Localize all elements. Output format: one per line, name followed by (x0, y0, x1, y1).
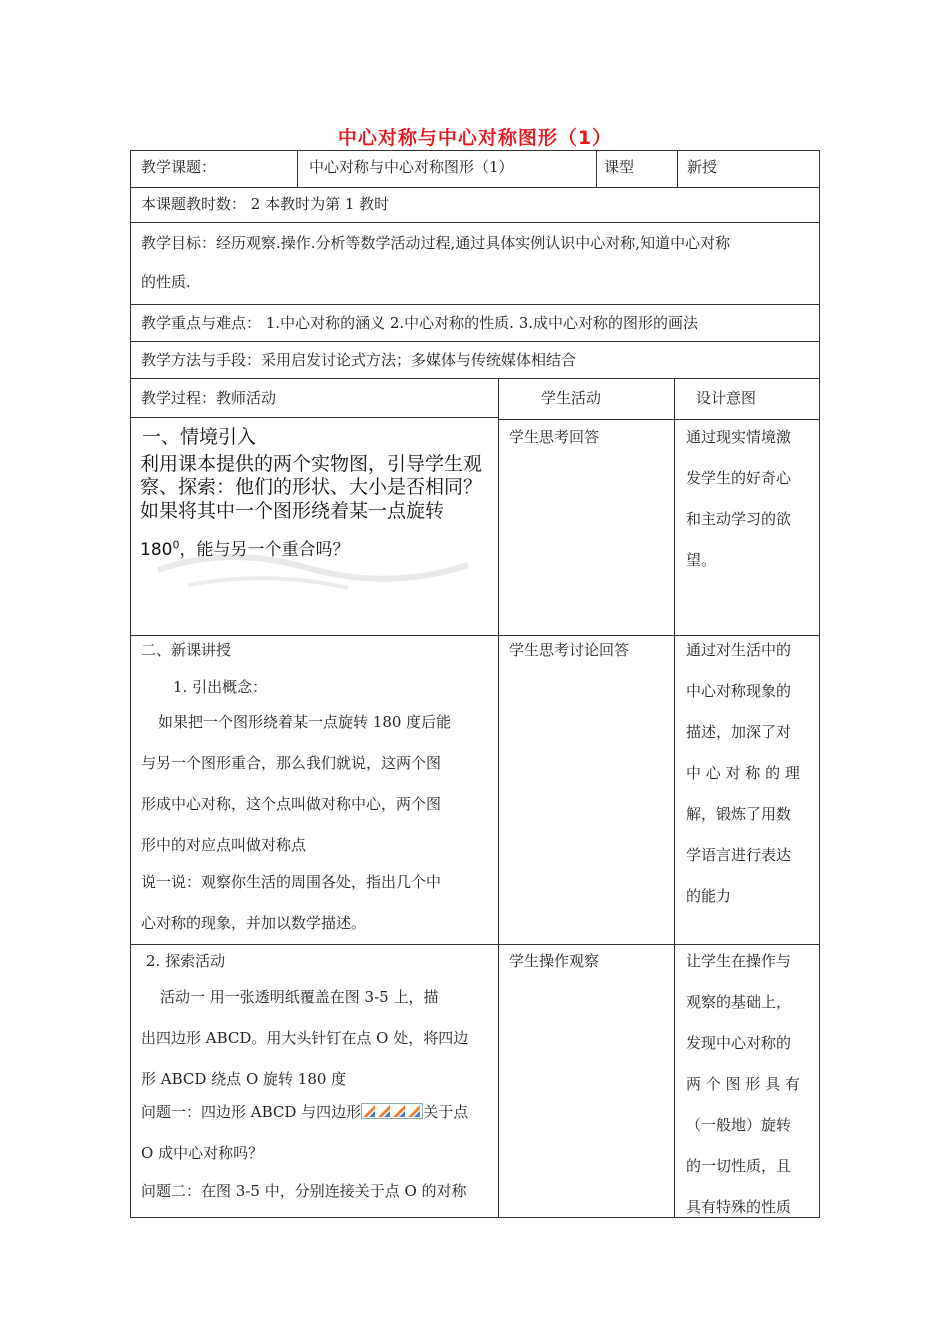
design-line: 的一切性质，且 (686, 1157, 792, 1175)
section-heading: 二、新课讲授 (141, 641, 232, 659)
broken-image-placeholder-icon (361, 1103, 423, 1119)
design-line: 发现中心对称的 (686, 1034, 792, 1052)
document-title: 中心对称与中心对称图形（1） (337, 127, 613, 149)
hours-line: 本课题教时数： 2 本教时为第 1 教时 (141, 195, 390, 213)
question-tail: ，能与另一个重合吗？ (179, 540, 350, 560)
question-one-start: 问题一：四边形 ABCD 与四边形 (141, 1103, 362, 1121)
design-line: 中心对称现象的 (686, 682, 792, 700)
methods: 教学方法与手段：采用启发讨论式方法；多媒体与传统媒体相结合 (141, 351, 577, 369)
row3-student: 学生操作观察 (509, 952, 600, 970)
question-one-end: 关于点 (423, 1103, 469, 1121)
design-line: （一般地）旋转 (686, 1116, 792, 1134)
type-label: 课型 (604, 158, 635, 176)
paragraph-line: 如果把一个图形绕着某一点旋转 180 度后能 (158, 713, 452, 731)
row1-student: 学生思考回答 (509, 428, 600, 446)
process-student-header: 学生活动 (541, 389, 602, 407)
degree-superscript: 0 (172, 538, 180, 552)
design-line: 解，锻炼了用数 (686, 805, 792, 823)
paragraph-line: 形中的对应点叫做对称点 (141, 836, 307, 854)
design-line: 观察的基础上， (686, 993, 792, 1011)
process-teacher-header: 教学过程：教师活动 (141, 389, 277, 407)
design-line: 学语言进行表达 (686, 846, 792, 864)
subsection-heading: 2. 探索活动 (146, 952, 226, 970)
design-line: 望。 (686, 551, 717, 569)
paragraph-line: 与另一个图形重合，那么我们就说，这两个图 (141, 754, 442, 772)
design-line: 和主动学习的欲 (686, 510, 792, 528)
goal-line-1: 教学目标：经历观察.操作.分析等数学活动过程,通过具体实例认识中心对称,知道中心对称 (141, 234, 731, 252)
paragraph-line: O 成中心对称吗？ (141, 1144, 264, 1162)
goal-line-2: 的性质. (141, 273, 191, 291)
type-value: 新授 (687, 158, 718, 176)
topic-value: 中心对称与中心对称图形（1） (309, 158, 514, 176)
subsection-heading: 1. 引出概念： (173, 678, 268, 696)
section-heading: 一、情境引入 (142, 426, 257, 448)
paragraph-line: 形成中心对称，这个点叫做对称中心，两个图 (141, 795, 442, 813)
design-line: 的能力 (686, 887, 732, 905)
design-line: 中 心 对 称 的 理 (686, 764, 800, 782)
paragraph-line: 说一说：观察你生活的周围各处，指出几个中 (141, 873, 442, 891)
design-line: 让学生在操作与 (686, 952, 792, 970)
design-line: 通过对生活中的 (686, 641, 792, 659)
design-line: 通过现实情境激 (686, 428, 792, 446)
design-line: 两 个 图 形 具 有 (686, 1075, 800, 1093)
paragraph-line: 活动一 用一张透明纸覆盖在图 3-5 上，描 (160, 988, 439, 1006)
paragraph-line: 问题二：在图 3-5 中，分别连接关于点 O 的对称 (141, 1182, 467, 1200)
topic-label: 教学课题： (141, 158, 217, 176)
paragraph-line (141, 1101, 468, 1122)
design-line: 具有特殊的性质 (686, 1198, 792, 1216)
row2-student: 学生思考讨论回答 (509, 641, 630, 659)
angle-value: 180 (140, 540, 173, 560)
key-points: 教学重点与难点： 1.中心对称的涵义 2.中心对称的性质. 3.成中心对称的图形的画法 (141, 314, 699, 332)
process-design-header: 设计意图 (696, 389, 757, 407)
design-line: 发学生的好奇心 (686, 469, 792, 487)
paragraph-line: 如果将其中一个图形绕着某一点旋转 (140, 500, 445, 522)
scan-artifact-image (148, 540, 478, 600)
paragraph-line: 出四边形 ABCD。用大头针钉在点 O 处，将四边 (141, 1029, 469, 1047)
paragraph-line: 利用课本提供的两个实物图，引导学生观 (140, 453, 483, 475)
paragraph-line: 形 ABCD 绕点 O 旋转 180 度 (141, 1070, 347, 1088)
paragraph-line: 察、探索：他们的形状、大小是否相同？ (140, 476, 483, 498)
design-line: 描述，加深了对 (686, 723, 792, 741)
paragraph-line: 心对称的现象，并加以数学描述。 (141, 914, 367, 932)
